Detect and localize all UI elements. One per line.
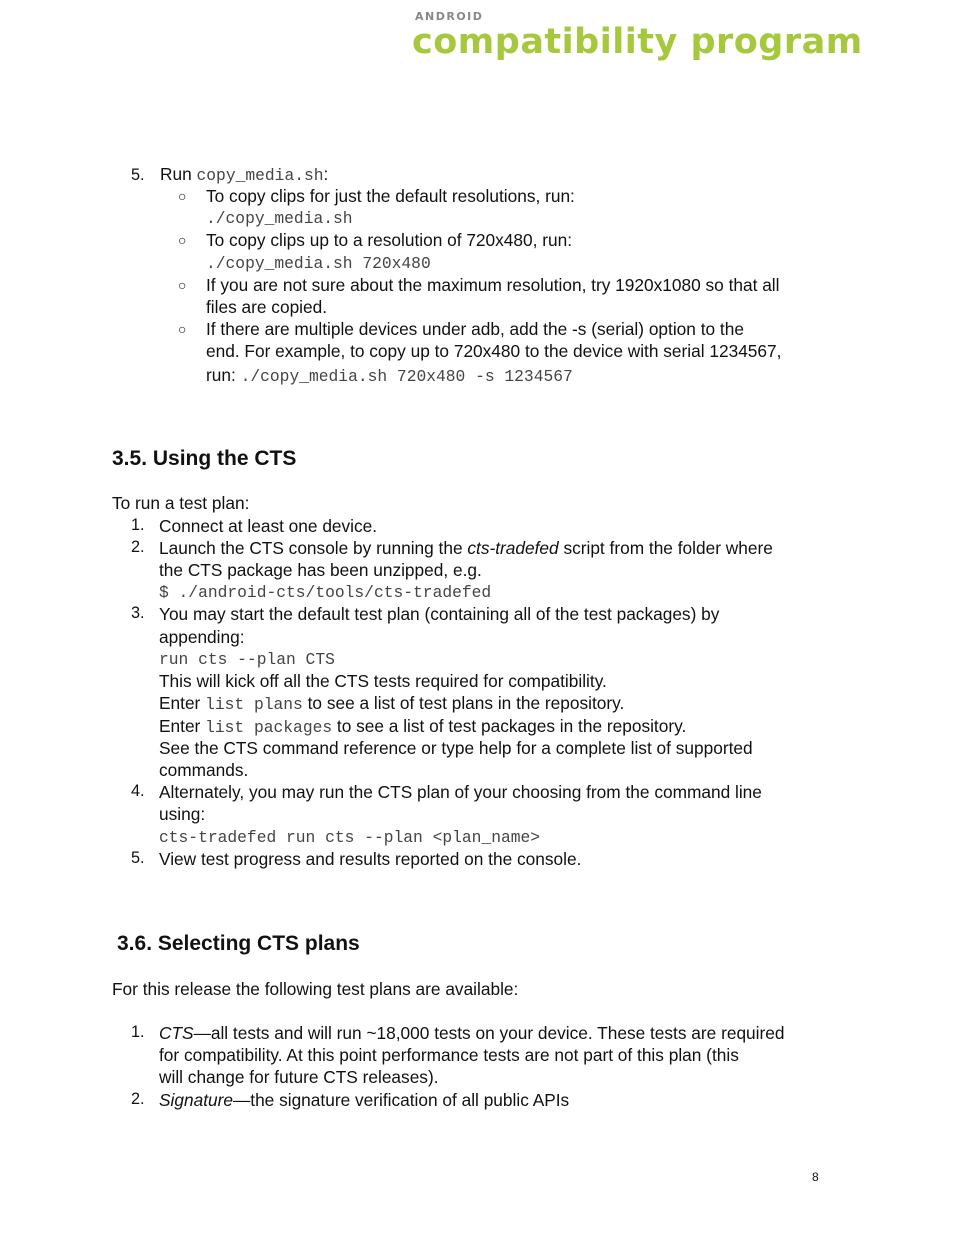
android-logo-text: ANDROID [415, 10, 484, 23]
bullet-icon: ○ [178, 188, 187, 204]
text: Enter [159, 693, 206, 713]
code-line: run cts --plan CTS [159, 650, 335, 669]
list-item [159, 537, 773, 559]
list-item-continued: This will kick off all the CTS tests required for compatibility. [159, 671, 607, 691]
list-item: Alternately, you may run the CTS plan of your choosing from the command line [159, 782, 762, 802]
text: Enter [159, 716, 206, 736]
list-item: Connect at least one device. [159, 516, 378, 536]
list-number: 2. [131, 1090, 145, 1108]
list-item-continued: See the CTS command reference or type help for a complete list of supported [159, 738, 753, 758]
emphasis: Signature [159, 1090, 233, 1110]
bullet-text: end. For example, to copy up to 720x480 to the device with serial 1234567, [206, 341, 782, 361]
bullet-text: To copy clips for just the default resolutions, run: [206, 186, 575, 206]
emphasis: cts-tradefed [467, 538, 559, 558]
section-intro: For this release the following test plans are available: [112, 979, 519, 999]
bullet-text [206, 364, 573, 388]
compatibility-program-logo: compatibility program [412, 22, 863, 62]
list-number: 3. [131, 604, 145, 622]
list-number: 4. [131, 782, 145, 800]
code-line: ./copy_media.sh [206, 209, 353, 228]
text: to see a list of test plans in the repository. [302, 693, 625, 713]
list-item-continued: the CTS package has been unzipped, e.g. [159, 560, 482, 580]
section-intro: To run a test plan: [112, 493, 250, 513]
section-heading: 3.6. Selecting CTS plans [117, 932, 360, 955]
list-item-continued: appending: [159, 627, 245, 647]
code-inline: list packages [205, 718, 333, 737]
code-inline: ./copy_media.sh 720x480 -s 1234567 [240, 367, 573, 386]
text: to see a list of test packages in the repository. [332, 716, 687, 736]
code-inline: list plans [205, 695, 303, 714]
list-item-continued: will change for future CTS releases). [159, 1067, 439, 1087]
bullet-text: files are copied. [206, 297, 328, 317]
list-item: You may start the default test plan (containing all of the test packages) by [159, 604, 720, 624]
list-item [159, 1022, 784, 1044]
list-item-continued: commands. [159, 760, 249, 780]
list-number: 2. [131, 538, 145, 556]
run-label: Run [160, 164, 197, 184]
list-item [159, 1089, 569, 1111]
list-number: 5. [131, 849, 145, 867]
text: Launch the CTS console by running the [159, 538, 468, 558]
colon: : [323, 164, 329, 184]
bullet-text: If there are multiple devices under adb, add the -s (serial) option to the [206, 319, 744, 339]
code-line: $ ./android-cts/tools/cts-tradefed [159, 583, 492, 602]
list-item-continued: using: [159, 804, 206, 824]
list-item-continued [159, 692, 624, 716]
text: —all tests and will run ~18,000 tests on your device. These tests are required [193, 1023, 785, 1043]
bullet-text: To copy clips up to a resolution of 720x480, run: [206, 230, 573, 250]
list-number: 1. [131, 516, 145, 534]
list-item-continued [159, 715, 686, 739]
list-item: View test progress and results reported on the console. [159, 849, 582, 869]
bullet-text: If you are not sure about the maximum resolution, try 1920x1080 so that all [206, 275, 780, 295]
code-line: cts-tradefed run cts --plan <plan_name> [159, 828, 541, 847]
bullet-icon: ○ [178, 277, 187, 293]
code-line: ./copy_media.sh 720x480 [206, 254, 431, 273]
emphasis: CTS [159, 1023, 194, 1043]
bullet-icon: ○ [178, 321, 187, 337]
text: —the signature verification of all public APIs [232, 1090, 570, 1110]
text: script from the folder where [558, 538, 773, 558]
list-number: 1. [131, 1023, 145, 1041]
page-number: 8 [812, 1170, 819, 1184]
script-name: copy_media.sh [196, 166, 324, 185]
list-item-continued: for compatibility. At this point performance tests are not part of this plan (this [159, 1045, 739, 1065]
section-heading: 3.5. Using the CTS [112, 447, 297, 470]
bullet-icon: ○ [178, 232, 187, 248]
run-label: run: [206, 365, 241, 385]
list-number: 5. [131, 166, 145, 184]
step-5-title [160, 163, 328, 187]
